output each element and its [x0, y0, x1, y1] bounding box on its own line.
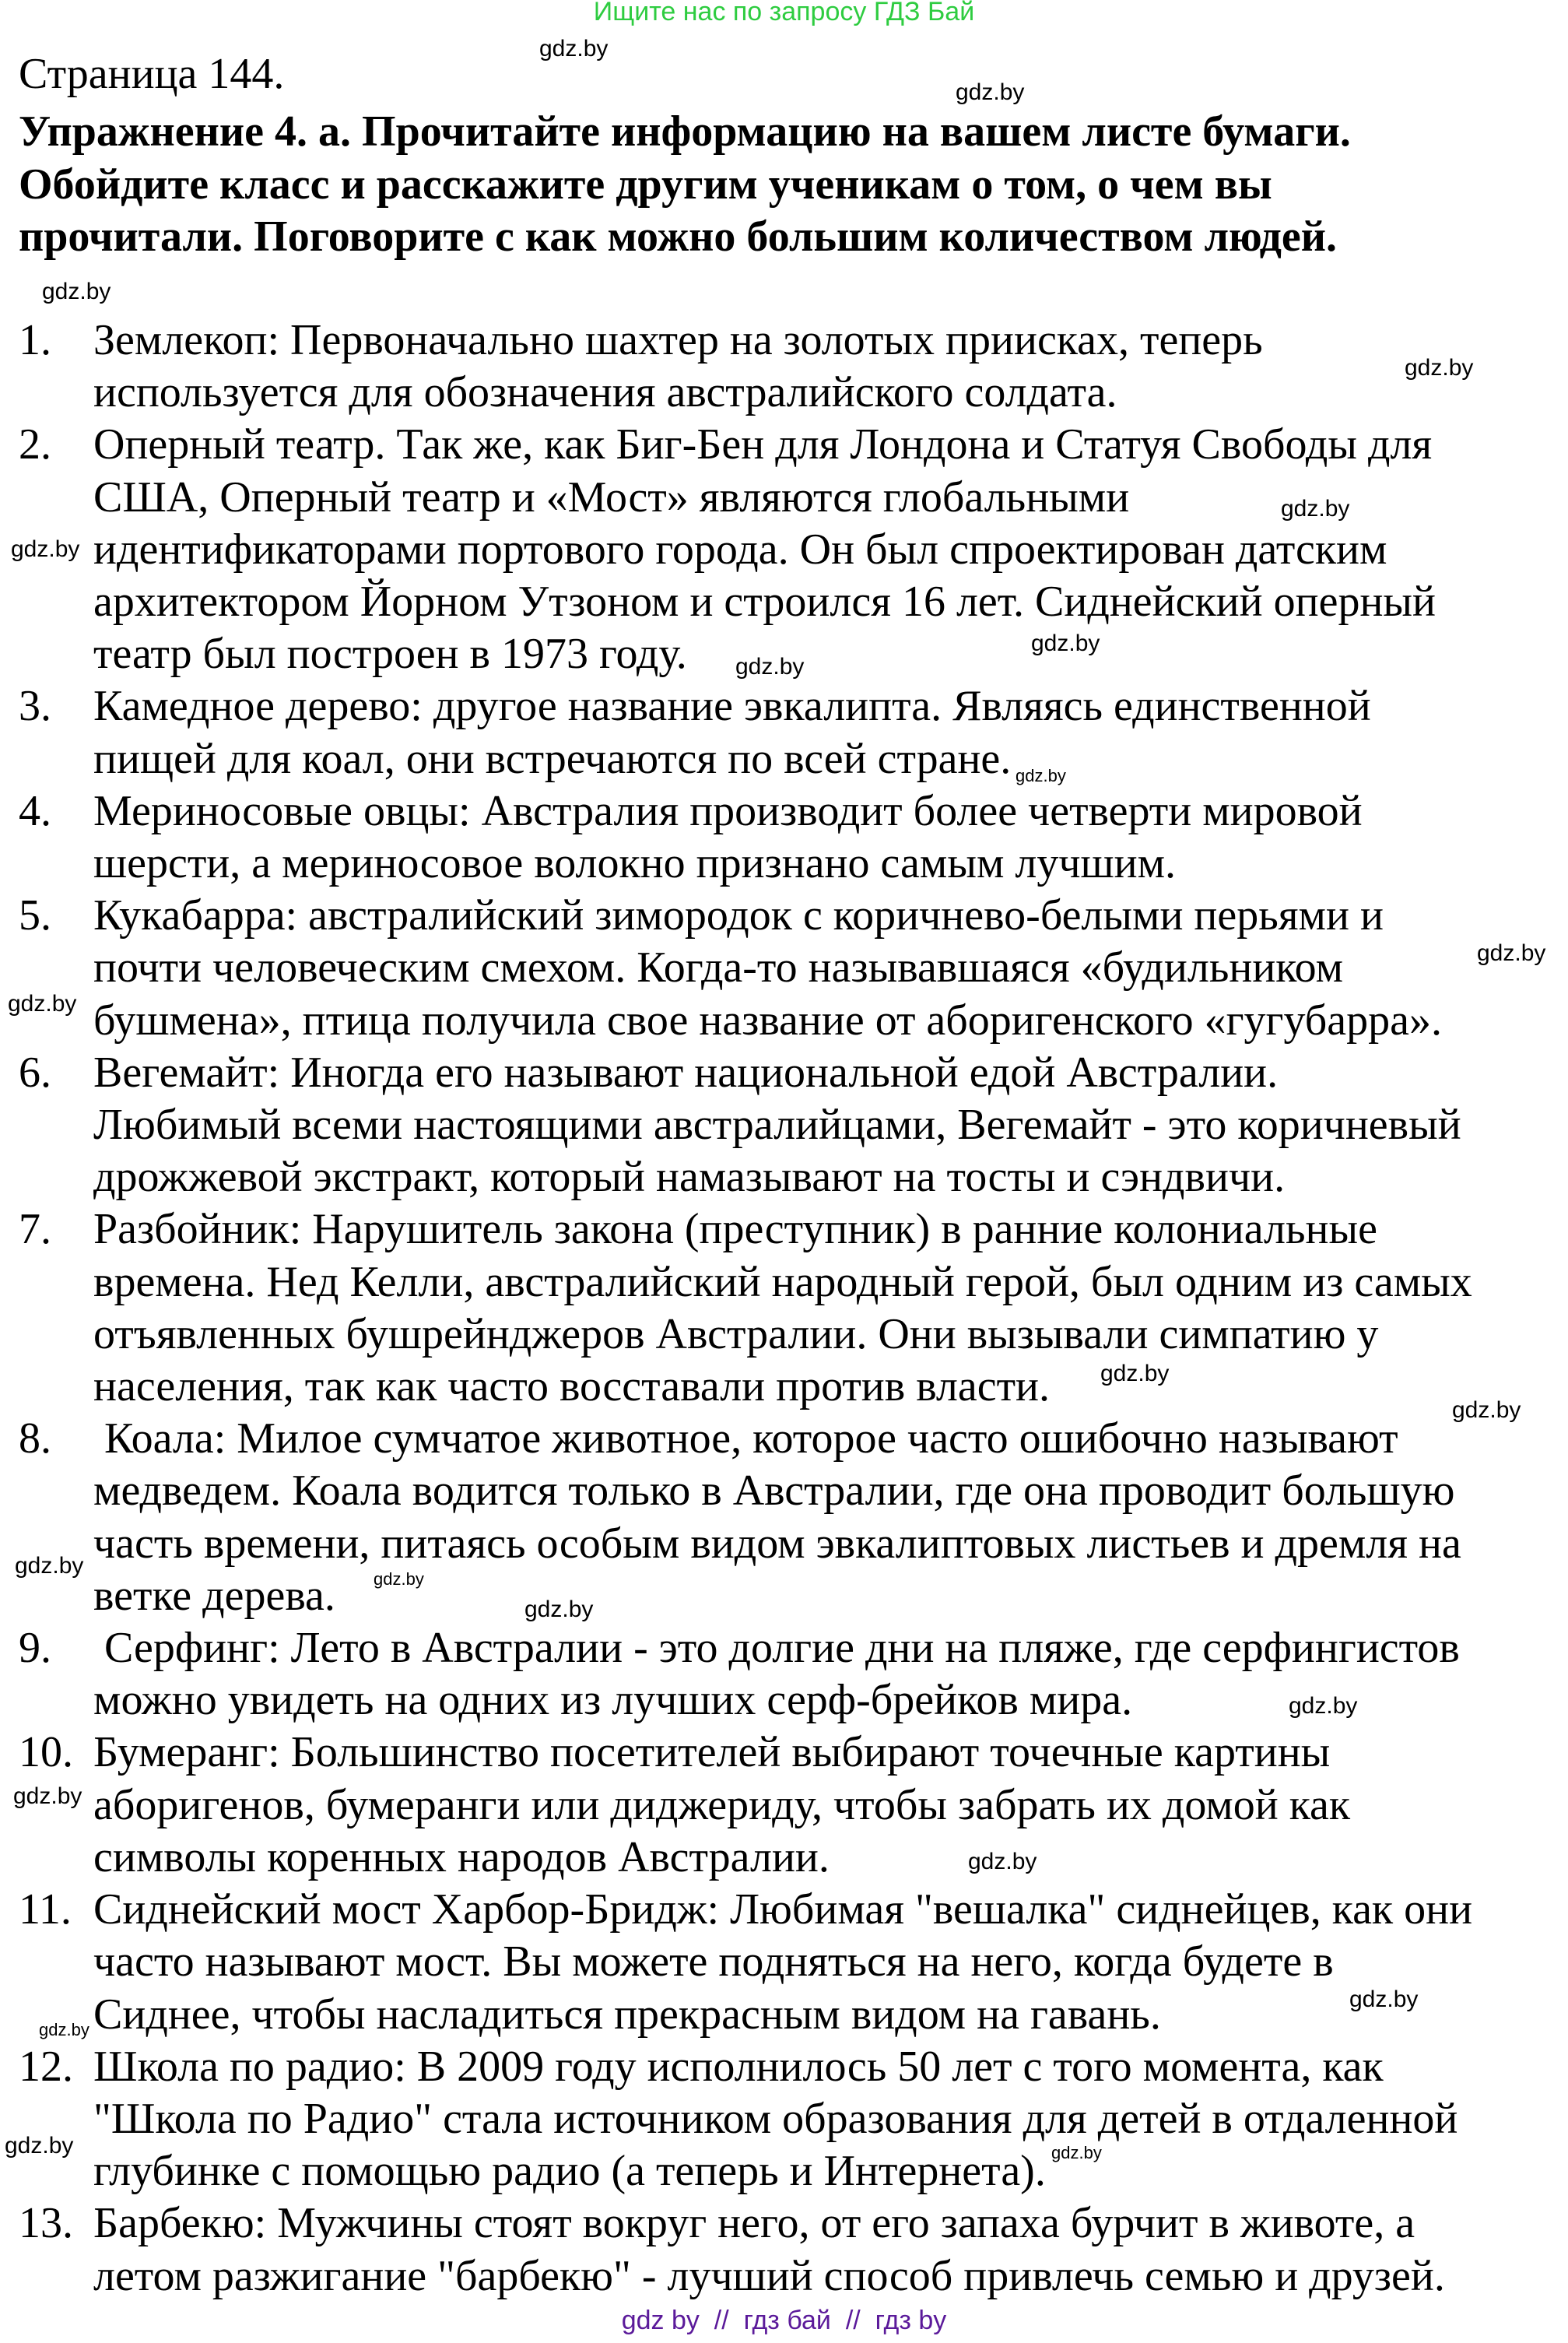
list-item-text-line: часто называют мост. Вы можете подняться на него, когда будете в — [93, 1937, 1334, 1986]
list-item — [19, 314, 1472, 419]
list-item-number: 3. — [19, 682, 51, 731]
list-item-number: 7. — [19, 1205, 51, 1254]
list-item-number: 4. — [19, 786, 51, 835]
search-banner[interactable]: Ищите нас по запросу ГДЗ Бай — [593, 0, 975, 26]
watermark: gdz.by — [5, 2133, 74, 2159]
list-item — [19, 1047, 1472, 1204]
watermark: gdz.by — [8, 991, 77, 1017]
list-item — [19, 890, 1472, 1047]
list-item-number: 13. — [19, 2199, 73, 2248]
list-item-text-line: медведем. Коала водится только в Австралии, где она проводит большую — [93, 1467, 1455, 1516]
watermark: gdz.by — [1452, 1397, 1521, 1423]
list-item-text-line: Барбекю: Мужчины стоят вокруг него, от его запаха бурчит в животе, а — [93, 2199, 1415, 2248]
list-item-number: 8. — [19, 1414, 51, 1463]
list-item-text-line: населения, так как часто восставали против власти. — [93, 1362, 1051, 1411]
list-item-text-line: Сиднее, чтобы насладиться прекрасным видом на гавань. — [93, 1990, 1161, 2039]
watermark: gdz.by — [15, 1553, 84, 1579]
footer-links[interactable]: gdz by // гдз бай // гдз by — [621, 2306, 947, 2335]
exercise-title-line: прочитали. Поговорите с как можно большим количеством людей. — [19, 213, 1338, 261]
list-item-text-line: Любимый всеми настоящими австралийцами, Вегемайт - это коричневый — [93, 1101, 1461, 1150]
watermark: gdz.by — [374, 1569, 424, 1589]
list-item-text-line: дрожжевой экстракт, который намазывают на тосты и сэндвичи. — [93, 1153, 1286, 1202]
list-item — [19, 1413, 1472, 1622]
list-item-text-line: Мериносовые овцы: Австралия производит более четверти мировой — [93, 786, 1363, 835]
list-item-text-line: архитектором Йорном Утзоном и строился 16 лет. Сиднейский оперный — [93, 578, 1436, 627]
list-item-text-line: пищей для коал, они встречаются по всей стране. — [93, 734, 1012, 783]
list-item — [19, 1203, 1472, 1413]
list-item-number: 1. — [19, 316, 51, 364]
list-item-text-line: используется для обозначения австралийского солдата. — [93, 368, 1117, 417]
list-item-text-line: почти человеческим смехом. Когда-то называвшаяся «будильником — [93, 943, 1344, 992]
watermark: gdz.by — [1289, 1693, 1358, 1719]
list-item-text-line: "Школа по Радио" стала источником образования для детей в отдаленной — [93, 2094, 1458, 2143]
list-item — [19, 2197, 1472, 2302]
list-item-text-line: отъявленных бушрейнджеров Австралии. Они вызывали симпатию у — [93, 1309, 1379, 1358]
list-item-text-line: можно увидеть на одних из лучших серф-брейков мира. — [93, 1676, 1133, 1725]
watermark: gdz.by — [956, 79, 1025, 105]
watermark: gdz.by — [968, 1849, 1037, 1874]
list-item-text-line: Вегемайт: Иногда его называют национальной едой Австралии. — [93, 1048, 1279, 1097]
list-item-text-line: Коала: Милое сумчатое животное, которое часто ошибочно называют — [93, 1414, 1398, 1463]
watermark: gdz.by — [1016, 766, 1066, 785]
list-item — [19, 419, 1472, 680]
watermark: gdz.by — [1477, 940, 1546, 966]
list-item-number: 2. — [19, 420, 51, 469]
exercise-title-line: Обойдите класс и расскажите другим ученикам о том, о чем вы — [19, 160, 1272, 209]
list-item-text-line: часть времени, питаясь особым видом эвкалиптовых листьев и дремля на — [93, 1519, 1461, 1568]
list-item-text-line: Сиднейский мост Харбор-Бридж: Любимая "вешалка" сиднейцев, как они — [93, 1885, 1473, 1934]
list-item-number: 11. — [19, 1885, 72, 1934]
list-item — [19, 680, 1472, 785]
watermark: gdz.by — [1031, 631, 1100, 656]
list-item-text-line: глубинке с помощью радио (а теперь и Интернета). — [93, 2147, 1046, 2196]
list-item-text-line: Бумеранг: Большинство посетителей выбирают точечные картины — [93, 1728, 1331, 1777]
list-item-text-line: времена. Нед Келли, австралийский народный герой, был одним из самых — [93, 1257, 1472, 1306]
list-item-number: 6. — [19, 1048, 51, 1097]
watermark: gdz.by — [1349, 1986, 1419, 2012]
list-item-text-line: идентификаторами портового города. Он был спроектирован датским — [93, 525, 1387, 574]
list-item-text-line: ветке дерева. — [93, 1571, 335, 1620]
watermark: gdz.by — [539, 36, 609, 61]
list-item-text-line: Землекоп: Первоначально шахтер на золотых приисках, теперь — [93, 316, 1263, 364]
list-item-text-line: шерсти, а мериносовое волокно признано самым лучшим. — [93, 839, 1177, 888]
watermark: gdz.by — [735, 654, 805, 680]
numbered-list — [19, 314, 1472, 2303]
list-item — [19, 785, 1472, 890]
list-item — [19, 1884, 1472, 2041]
list-item-text-line: Кукабарра: австралийский зимородок с коричнево-белыми перьями и — [93, 891, 1384, 940]
list-item-text-line: США, Оперный театр и «Мост» являются глобальными — [93, 472, 1130, 522]
list-item-text-line: символы коренных народов Австралии. — [93, 1832, 830, 1881]
watermark: gdz.by — [39, 2020, 89, 2039]
list-item-text-line: Школа по радио: В 2009 году исполнилось 50 лет с того момента, как — [93, 2042, 1384, 2091]
watermark: gdz.by — [13, 1783, 82, 1809]
list-item-text-line: Разбойник: Нарушитель закона (преступник) в ранние колониальные — [93, 1205, 1377, 1254]
watermark: gdz.by — [1405, 355, 1474, 381]
list-item — [19, 2041, 1472, 2198]
list-item-number: 10. — [19, 1728, 73, 1777]
exercise-title-line: Упражнение 4. а. Прочитайте информацию на вашем листе бумаги. — [19, 107, 1351, 156]
list-item-text-line: Серфинг: Лето в Австралии - это долгие дни на пляже, где серфингистов — [93, 1624, 1460, 1673]
list-item-text-line: аборигенов, бумеранги или диджериду, чтобы забрать их домой как — [93, 1780, 1351, 1829]
list-item — [19, 1727, 1472, 1884]
list-item-text-line: Оперный театр. Так же, как Биг-Бен для Лондона и Статуя Свободы для — [93, 420, 1433, 469]
list-item-text-line: Камедное дерево: другое название эвкалипта. Являясь единственной — [93, 682, 1371, 731]
list-item — [19, 1622, 1472, 1727]
watermark: gdz.by — [1100, 1361, 1170, 1386]
page-label: Страница 144. — [19, 50, 285, 98]
watermark: gdz.by — [524, 1597, 594, 1622]
list-item-number: 5. — [19, 891, 51, 940]
list-item-text-line: бушмена», птица получила свое название от аборигенского «гугубарра». — [93, 996, 1442, 1045]
list-item-text-line: летом разжигание "барбекю" - лучший способ привлечь семью и друзей. — [93, 2251, 1445, 2300]
exercise-title — [19, 106, 1351, 264]
watermark: gdz.by — [42, 279, 111, 304]
list-item-number: 9. — [19, 1624, 51, 1673]
list-item-text-line: театр был построен в 1973 году. — [93, 630, 687, 679]
watermark: gdz.by — [1051, 2143, 1102, 2162]
watermark: gdz.by — [11, 536, 80, 562]
list-item-number: 12. — [19, 2042, 73, 2091]
watermark: gdz.by — [1281, 496, 1350, 522]
